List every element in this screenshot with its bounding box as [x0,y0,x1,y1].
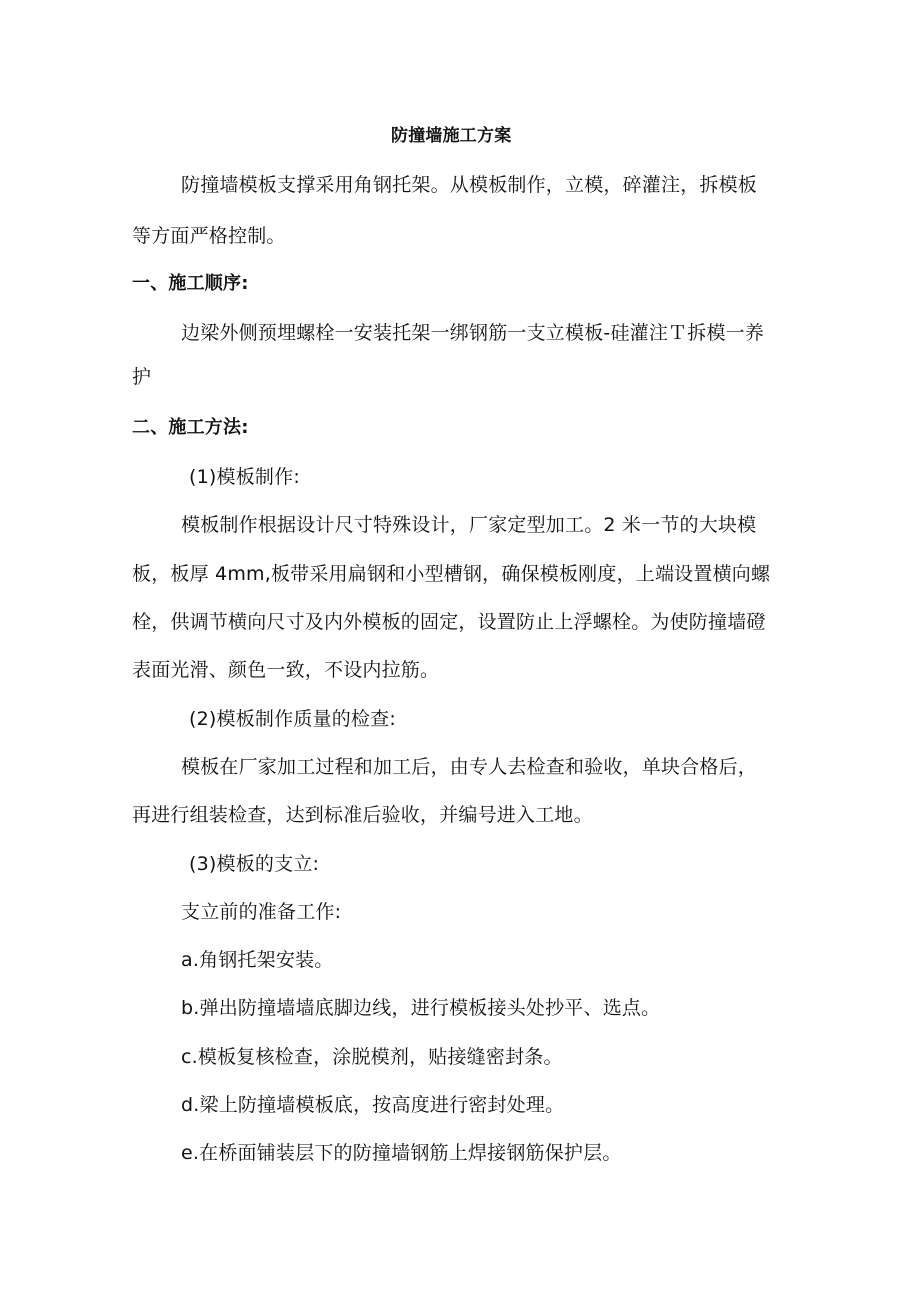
document-title: 防撞墙施工方案 [391,126,512,146]
subsection-1-line-2: 板，板厚 4mm,板带采用扁钢和小型槽钢，确保模板刚度，上端设置横向螺 [132,563,771,585]
subsection-3-prep: 支立前的准备工作: [181,901,342,923]
subsection-1-line-4: 表面光滑、颜色一致，不设内拉筋。 [132,659,440,681]
subsection-1-line-3: 栓，供调节横向尺寸及内外模板的固定，设置防止上浮螺栓。为使防撞墙磴 [132,611,766,633]
subsection-2-heading: (2)模板制作质量的检查: [189,708,396,730]
section-2-heading: 二、施工方法: [132,417,249,438]
section-1-heading: 一、施工顺序: [132,273,249,294]
list-item-a: a.角钢托架安装。 [181,949,334,971]
subsection-1-line-1: 模板制作根据设计尺寸特殊设计，厂家定型加工。2 米一节的大块模 [181,514,757,536]
section-1-line-1: 边梁外侧预埋螺栓一安装托架一绑钢筋一支立模板-硅灌注Ｔ拆模一养 [181,322,765,344]
subsection-1-heading: (1)模板制作: [189,466,300,488]
list-item-c: c.模板复核检查，涂脱模剂，贴接缝密封条。 [181,1046,563,1068]
list-item-b: b.弹出防撞墙墙底脚边线，进行模板接头处抄平、选点。 [181,997,661,1019]
section-1-line-2: 护 [132,366,152,388]
list-item-d: d.梁上防撞墙模板底，按高度进行密封处理。 [181,1094,565,1116]
subsection-2-line-1: 模板在厂家加工过程和加工后，由专人去检查和验收，单块合格后， [181,756,758,778]
intro-paragraph-line-2: 等方面严格控制。 [132,225,286,247]
list-item-e: e.在桥面铺装层下的防撞墙钢筋上焊接钢筋保护层。 [181,1142,622,1164]
subsection-2-line-2: 再进行组装检查，达到标准后验收，并编号进入工地。 [132,804,593,826]
intro-paragraph-line-1: 防撞墙模板支撑采用角钢托架。从模板制作，立模，碎灌注，拆模板 [181,174,758,196]
subsection-3-heading: (3)模板的支立: [189,853,320,875]
